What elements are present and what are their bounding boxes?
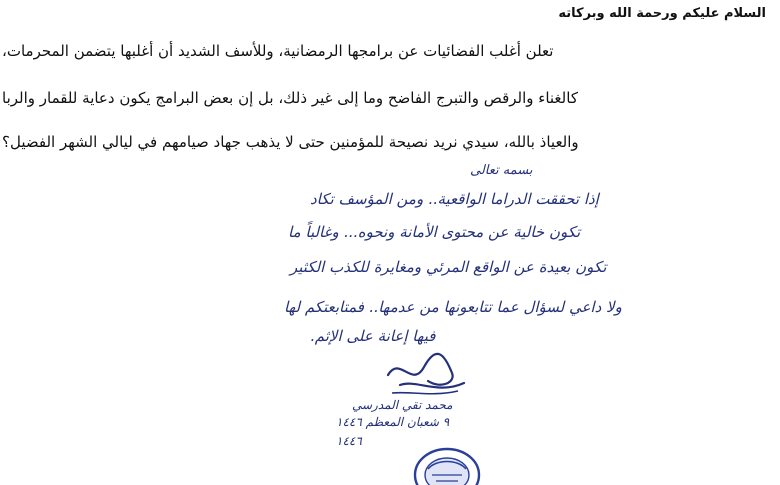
signature-name: محمد تقي المدرسي bbox=[352, 398, 453, 412]
question-line-3: والعياذ بالله، سيدي نريد نصيحة للمؤمنين حتى لا يذهب جهاد صيامهم في ليالي الشهر الفضيل؟ bbox=[2, 133, 579, 151]
greeting-line: السلام عليكم ورحمة الله وبركاته bbox=[558, 6, 766, 21]
question-line-2: كالغناء والرقص والتبرج الفاضح وما إلى غير ذلك، بل إن بعض البرامج يكون دعاية للقمار والربا bbox=[2, 89, 578, 107]
official-stamp bbox=[412, 445, 482, 485]
handwritten-signature bbox=[380, 345, 470, 400]
answer-line-4: ولا داعي لسؤال عما تتابعونها من عدمها.. فمتابعتكم لها bbox=[284, 298, 622, 316]
answer-line-2: تكون خالية عن محتوى الأمانة ونحوه... وغالباً ما bbox=[288, 223, 581, 241]
answer-opening: بسمه تعالى bbox=[470, 163, 533, 178]
answer-line-5: فيها إعانة على الإثم. bbox=[310, 327, 436, 345]
question-line-1: تعلن أغلب الفضائيات عن برامجها الرمضانية، وللأسف الشديد أن أغلبها يتضمن المحرمات، bbox=[2, 42, 554, 60]
answer-line-1: إذا تحققت الدراما الواقعية.. ومن المؤسف تكاد bbox=[310, 190, 599, 208]
signature-year: ١٤٤٦ bbox=[336, 434, 362, 448]
signature-date: ٩ شعبان المعظم ١٤٤٦ bbox=[336, 415, 450, 429]
answer-line-3: تكون بعيدة عن الواقع المرئي ومغايرة للكذب الكثير bbox=[290, 258, 607, 276]
